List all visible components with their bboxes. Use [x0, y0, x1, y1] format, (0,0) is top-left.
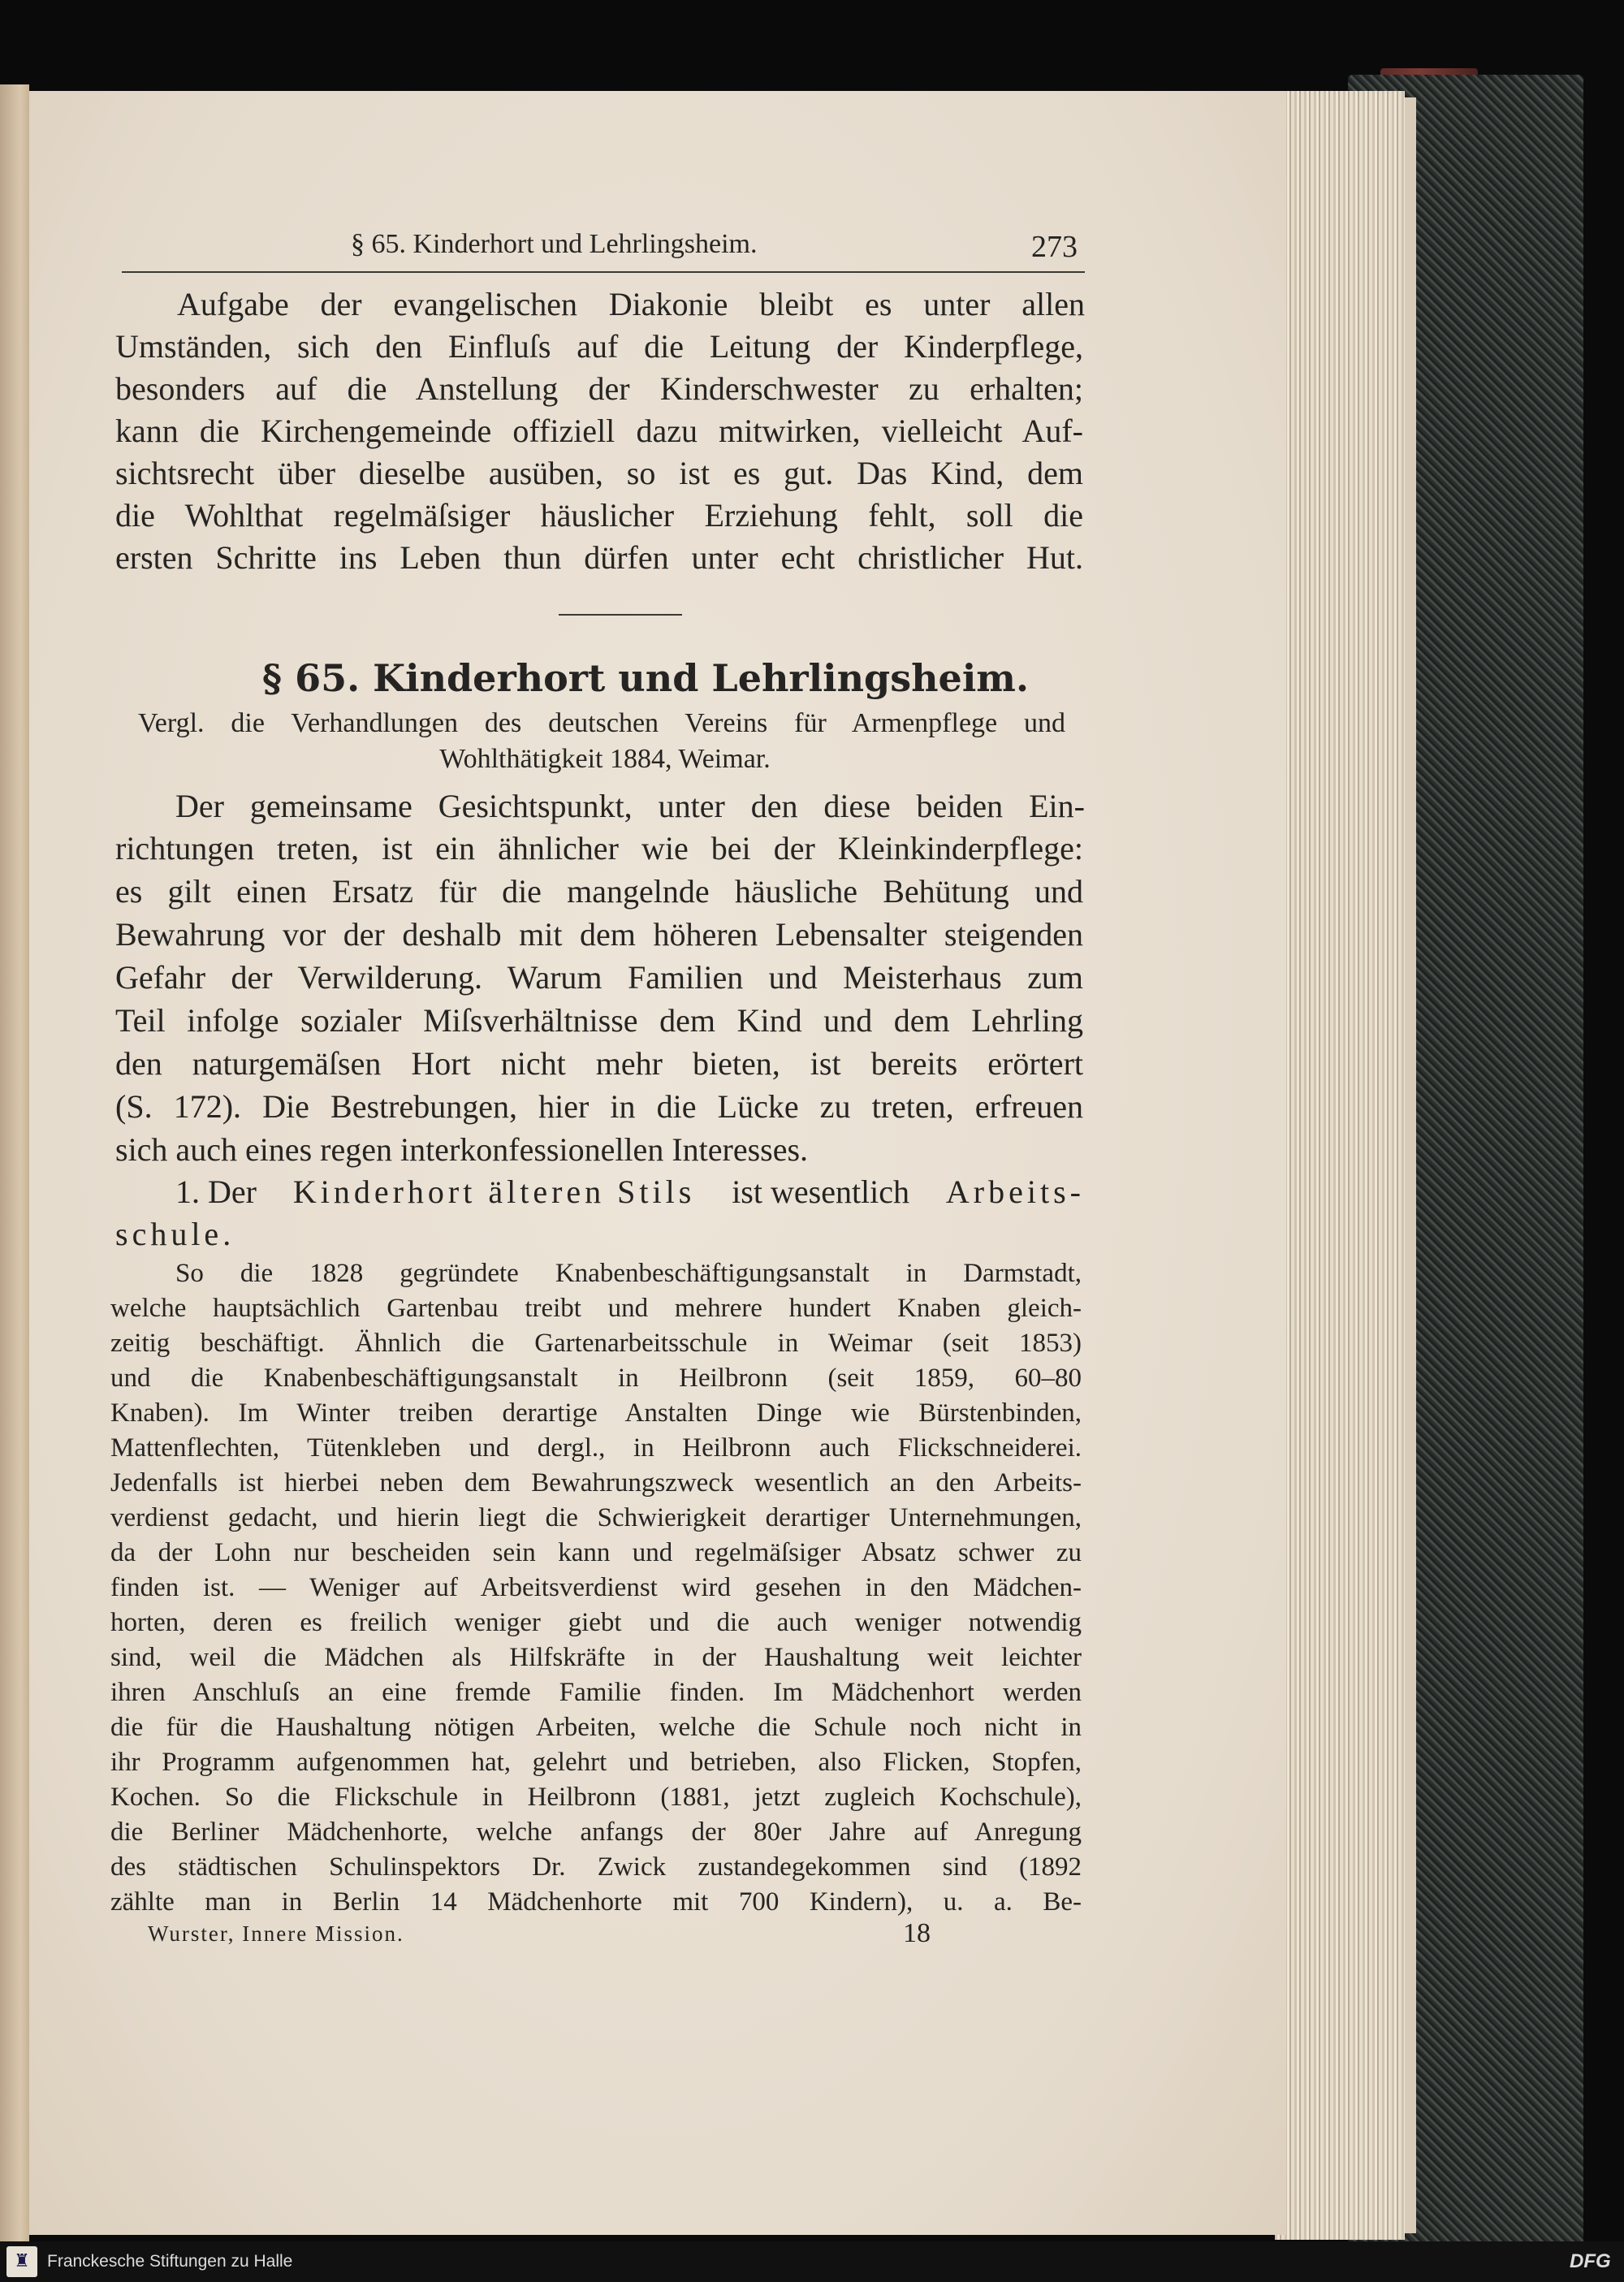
small-line: ihr Programm aufgenommen hat, gelehrt und betrieben, also Flicken, Stopfen,: [110, 1748, 1082, 1777]
text-line: Teil infolge sozialer Miſsverhältnisse dem Kind und dem Lehrling: [115, 1002, 1083, 1039]
reference-line: Vergl. die Verhandlungen des deutschen Vereins für Armenpflege und: [138, 708, 1065, 738]
small-line: sind, weil die Mädchen als Hilfskräfte in der Haushaltung weit leichter: [110, 1643, 1082, 1672]
institution-logo-icon: ♜: [6, 2246, 37, 2277]
item-term: Kinderhort älteren Stils: [292, 1173, 696, 1210]
text-line: Aufgabe der evangelischen Diakonie bleibt es unter allen: [177, 286, 1085, 322]
text-line: Umständen, sich den Einfluſs auf die Leitung der Kinderpflege,: [115, 328, 1083, 365]
text-line: sich auch eines regen interkonfessionellen Interesses.: [115, 1131, 809, 1168]
small-line: horten, deren es freilich weniger giebt und die auch weniger notwendig: [110, 1608, 1082, 1637]
small-line: Kochen. So die Flickschule in Heilbronn (1881, jetzt zugleich Kochschule),: [110, 1783, 1082, 1812]
text-line: (S. 172). Die Bestrebungen, hier in die Lücke zu treten, erfreuen: [115, 1088, 1083, 1125]
section-title: § 65. Kinderhort und Lehrlingsheim.: [262, 656, 1029, 700]
small-line: Jedenfalls ist hierbei neben dem Bewahrungszweck wesentlich an den Arbeits-: [110, 1468, 1082, 1498]
header-rule: [122, 271, 1085, 273]
small-line: ihren Anschluſs an eine fremde Familie finden. Im Mädchenhort werden: [110, 1678, 1082, 1707]
text-line: sichtsrecht über dieselbe ausüben, so ist es gut. Das Kind, dem: [115, 455, 1083, 491]
small-line: finden ist. — Weniger auf Arbeitsverdienst wird gesehen in den Mädchen-: [110, 1573, 1082, 1602]
text-line: die Wohlthat regelmäſsiger häuslicher Erziehung fehlt, soll die: [115, 497, 1083, 534]
page-fore-edge: [1275, 91, 1405, 2240]
text-line: richtungen treten, ist ein ähnlicher wie bei der Kleinkinderpflege:: [115, 830, 1083, 867]
item-text: ist wesentlich: [732, 1173, 910, 1210]
item-continuation: schule.: [115, 1216, 235, 1252]
text-line: ersten Schritte ins Leben thun dürfen unter echt christlicher Hut.: [115, 539, 1083, 576]
text-line: Gefahr der Verwilderung. Warum Familien und Meisterhaus zum: [115, 959, 1083, 996]
item-heading: [175, 1170, 1085, 1214]
small-line: zeitig beschäftigt. Ähnlich die Gartenarbeitsschule in Weimar (seit 1853): [110, 1329, 1082, 1358]
small-line: die für die Haushaltung nötigen Arbeiten, welche die Schule noch nicht in: [110, 1713, 1082, 1742]
small-line: So die 1828 gegründete Knabenbeschäftigungsanstalt in Darmstadt,: [175, 1259, 1082, 1288]
small-line: verdienst gedacht, und hierin liegt die Schwierigkeit derartiger Unternehmungen,: [110, 1503, 1082, 1532]
small-line: des städtischen Schulinspektors Dr. Zwick zustandegekommen sind (1892: [110, 1852, 1082, 1882]
signature-mark: Wurster, Innere Mission.: [148, 1921, 404, 1946]
small-line: Knaben). Im Winter treiben derartige Anstalten Dinge wie Bürstenbinden,: [110, 1398, 1082, 1428]
reference-line: Wohlthätigkeit 1884, Weimar.: [439, 744, 771, 774]
text-line: den naturgemäſsen Hort nicht mehr bieten, ist bereits erörtert: [115, 1045, 1083, 1082]
dfg-logo: DFG: [1570, 2250, 1611, 2272]
small-line: welche hauptsächlich Gartenbau treibt und mehrere hundert Knaben gleich-: [110, 1294, 1082, 1323]
small-line: die Berliner Mädchenhorte, welche anfangs der 80er Jahre auf Anregung: [110, 1817, 1082, 1847]
text-line: besonders auf die Anstellung der Kinderschwester zu erhalten;: [115, 370, 1083, 407]
institution-label: Franckesche Stiftungen zu Halle: [47, 2252, 293, 2271]
small-line: zählte man in Berlin 14 Mädchenhorte mit 700 Kindern), u. a. Be-: [110, 1887, 1082, 1917]
running-title: § 65. Kinderhort und Lehrlingsheim.: [351, 229, 758, 259]
fore-edge-shade: [1405, 97, 1416, 2233]
section-separator: [559, 614, 682, 616]
text-line: es gilt einen Ersatz für die mangelnde häusliche Behütung und: [115, 873, 1083, 910]
small-line: Mattenflechten, Tütenkleben und dergl., in Heilbronn auch Flickschneiderei.: [110, 1433, 1082, 1463]
item-term: Arbeits-: [945, 1173, 1085, 1210]
text-line: Bewahrung vor der deshalb mit dem höheren Lebensalter steigenden: [115, 916, 1083, 953]
page-number: 273: [1031, 230, 1078, 264]
left-page-edge: [0, 84, 29, 2245]
small-line: und die Knabenbeschäftigungsanstalt in Heilbronn (seit 1859, 60–80: [110, 1364, 1082, 1393]
small-line: da der Lohn nur bescheiden sein kann und regelmäſsiger Absatz schwer zu: [110, 1538, 1082, 1567]
signature-number: 18: [903, 1918, 931, 1948]
item-number: 1. Der: [175, 1173, 257, 1210]
text-line: kann die Kirchengemeinde offiziell dazu mitwirken, vielleicht Auf-: [115, 413, 1083, 449]
text-line: Der gemeinsame Gesichtspunkt, unter den diese beiden Ein-: [175, 788, 1085, 824]
